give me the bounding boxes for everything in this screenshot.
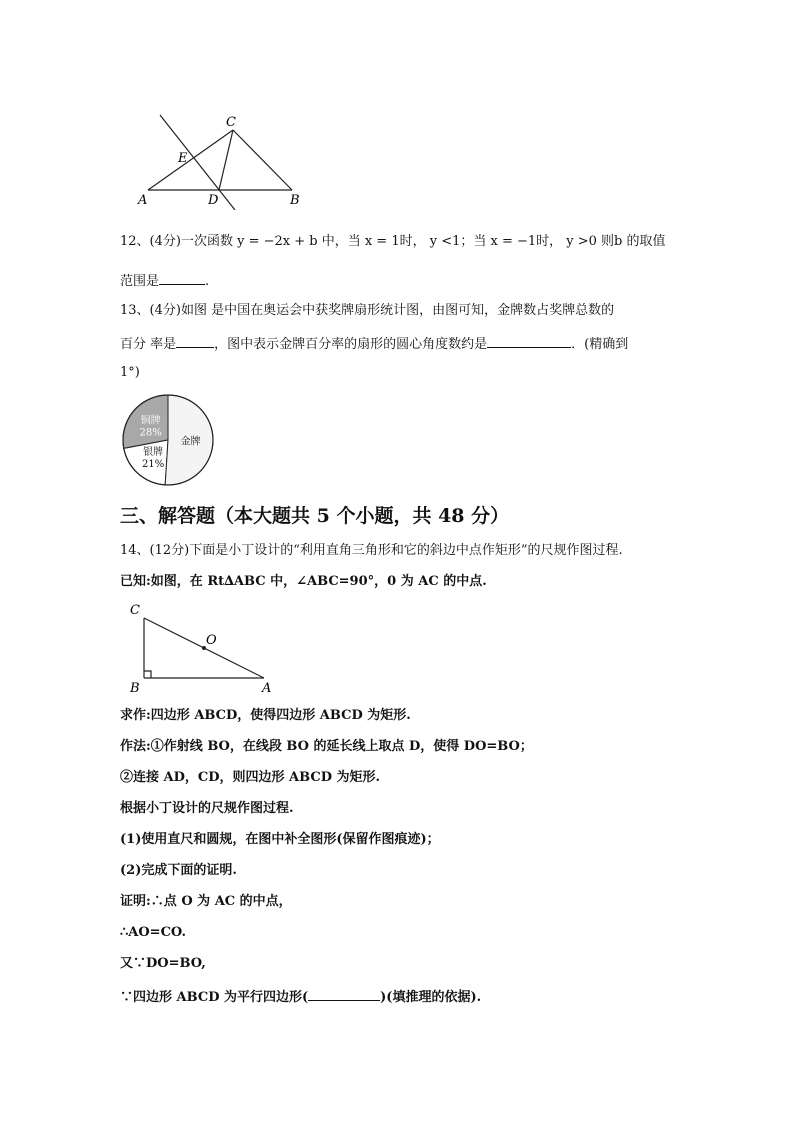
q14-line7: (1)使用直尺和圆规，在图中补全图形(保留作图痕迹)； (120, 832, 440, 847)
pie-label-2-0: 金牌 (180, 436, 201, 448)
q14-line5: ②连接 AD，CD，则四边形 ABCD 为矩形. (120, 770, 381, 785)
q12-line1: 12、(4分)一次函数 y = −2x + b 中，当 x = 1时， y <1；当 x = −1时， y >0 则b 的取值 (120, 234, 666, 249)
section-3-heading: 三、解答题（本大题共 5 个小题，共 48 分） (120, 505, 510, 527)
bisector-line (160, 115, 235, 210)
q14-line4: 作法:①作射线 BO，在线段 BO 的延长线上取点 D，使得 DO=BO； (120, 739, 533, 754)
q13-blank-angle[interactable] (487, 333, 571, 348)
q14-line8: (2)完成下面的证明. (120, 863, 237, 878)
q13-blank-percent[interactable] (176, 333, 214, 348)
q14-line2: 已知:如图，在 Rt∆ABC 中，∠ABC=90°，0 为 AC 的中点. (120, 574, 487, 589)
label-o: O (206, 633, 217, 648)
q14-line11: 又∵DO=BO, (120, 956, 206, 971)
q14-text-b: )(填推理的依据). (380, 990, 482, 1005)
q14-line3: 求作:四边形 ABCD，使得四边形 ABCD 为矩形. (120, 708, 411, 723)
label-b2: B (130, 681, 140, 696)
q12-range-label: 范围是 (120, 274, 160, 289)
q12-answer-blank[interactable] (159, 270, 205, 285)
label-c2: C (130, 603, 140, 618)
label-a: A (138, 193, 148, 208)
q14-line10: ∴AO=CO. (120, 925, 187, 940)
label-c: C (226, 115, 236, 130)
label-d: D (208, 193, 219, 208)
medal-pie-chart (120, 392, 216, 488)
q12-line2: 范围是 . (120, 270, 209, 291)
q14-text-a: ∵四边形 ABCD 为平行四边形( (120, 990, 309, 1005)
segment-ac (148, 130, 233, 190)
triangle-figure-1 (120, 110, 320, 210)
q13-line1: 13、(4分)如图 是中国在奥运会中获奖牌扇形统计图，由图可知，金牌数占奖牌总数的 (120, 303, 615, 318)
q14-line6: 根据小丁设计的尺规作图过程. (120, 801, 294, 816)
q14-line1: 14、(12分)下面是小丁设计的“利用直角三角形和它的斜边中点作矩形”的尺规作图过程. (120, 543, 623, 558)
label-e: E (178, 151, 188, 166)
pie-label-0-0: 铜牌 (140, 415, 161, 427)
label-b: B (290, 193, 300, 208)
q14-reason-blank[interactable] (308, 986, 380, 1001)
q13-text-b: ，图中表示金牌百分率的扇形的圆心角度数约是 (214, 337, 488, 352)
right-angle-mark (144, 671, 151, 678)
q13-text-a: 百分 率是 (120, 337, 177, 352)
q14-line9: 证明:∴点 O 为 AC 的中点， (120, 894, 292, 909)
q14-line12 (120, 986, 481, 1007)
label-a2: A (262, 681, 272, 696)
pie-label-1-0: 银牌 (143, 446, 164, 458)
right-triangle-figure (120, 598, 290, 696)
q13-line2 (120, 333, 628, 354)
pie-label-1-1: 21% (142, 458, 165, 470)
q13-text-c: ．(精确到 (571, 337, 629, 352)
q13-line3: 1°) (120, 365, 140, 380)
segment-cb (233, 130, 292, 190)
pie-label-0-1: 28% (139, 427, 162, 439)
